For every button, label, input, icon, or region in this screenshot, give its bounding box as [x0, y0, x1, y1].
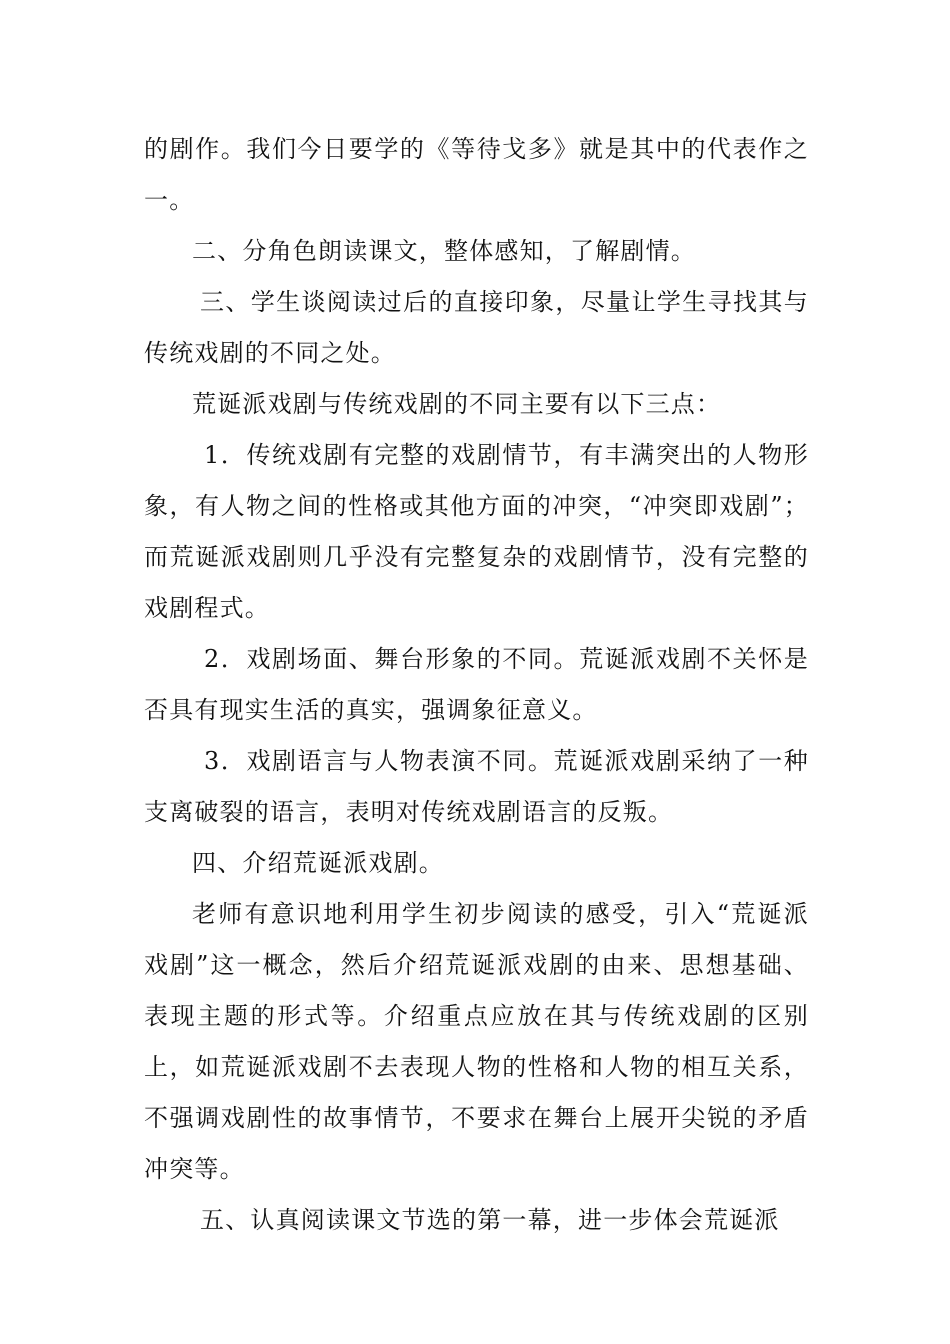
paragraph-point-one: 1．传统戏剧有完整的戏剧情节，有丰满突出的人物形象，有人物之间的性格或其他方面的冲突，“冲突即戏剧”；而荒诞派戏剧则几乎没有完整复杂的戏剧情节，没有完整的戏剧程式。	[144, 441, 809, 622]
paragraph-teacher-guidance: 老师有意识地利用学生初步阅读的感受，引入“荒诞派戏剧”这一概念，然后介绍荒诞派戏剧的由来、思想基础、表现主题的形式等。介绍重点应放在其与传统戏剧的区别上，如荒诞派戏剧不去表现人物的性格和人物的相互关系，不强调戏剧性的故事情节，不要求在舞台上展开尖锐的矛盾冲突等。	[144, 900, 809, 1183]
paragraph-continuation: 的剧作。我们今日要学的《等待戈多》就是其中的代表作之一。	[144, 135, 809, 214]
paragraph-step-two: 二、分角色朗读课文，整体感知，了解剧情。	[192, 237, 696, 265]
document-body	[144, 124, 809, 1246]
paragraph-point-three: 3．戏剧语言与人物表演不同。荒诞派戏剧采纳了一种支离破裂的语言，表明对传统戏剧语言的反叛。	[144, 747, 809, 826]
paragraph-step-three: 三、学生谈阅读过后的直接印象，尽量让学生寻找其与传统戏剧的不同之处。	[144, 288, 809, 367]
paragraph-step-five: 五、认真阅读课文节选的第一幕，进一步体会荒诞派	[200, 1206, 780, 1234]
paragraph-step-four: 四、介绍荒诞派戏剧。	[192, 849, 444, 877]
paragraph-point-two: 2．戏剧场面、舞台形象的不同。荒诞派戏剧不关怀是否具有现实生活的真实，强调象征意义。	[144, 645, 809, 724]
paragraph-differences-intro: 荒诞派戏剧与传统戏剧的不同主要有以下三点：	[192, 390, 722, 418]
